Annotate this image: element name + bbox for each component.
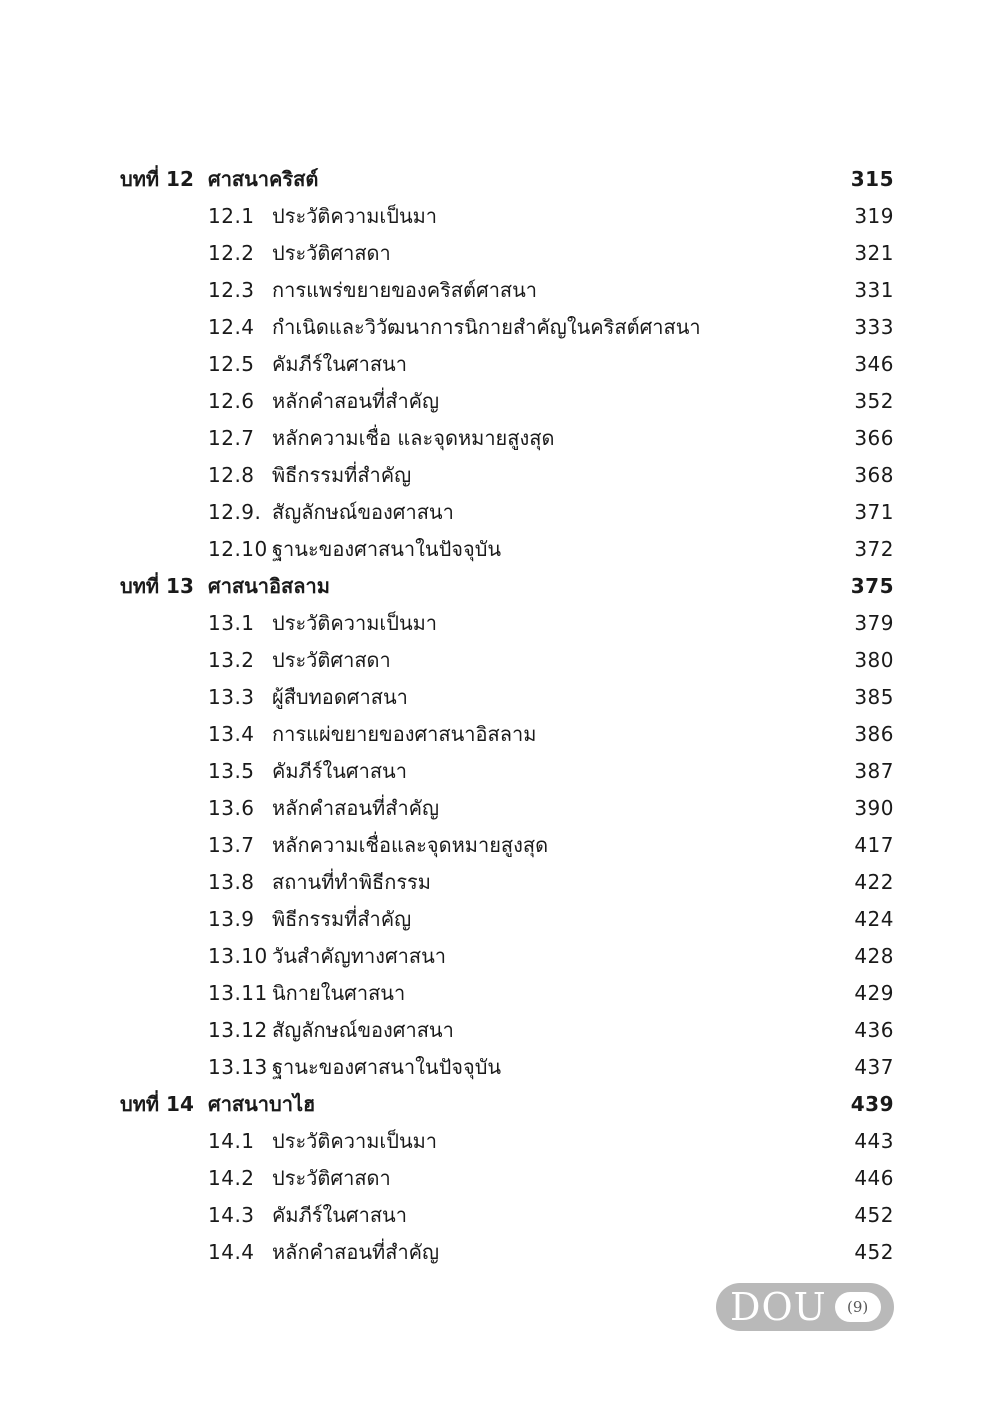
- section-number: 13.1: [208, 611, 255, 635]
- toc-section-row[interactable]: [0, 1049, 1000, 1086]
- section-title: การแผ่ขยายของศาสนาอิสลาม: [272, 722, 537, 746]
- section-title: ผู้สืบทอดศาสนา: [272, 685, 408, 709]
- toc-section-row[interactable]: [0, 716, 1000, 753]
- section-page: 346: [854, 352, 894, 376]
- section-title: กำเนิดและวิวัฒนาการนิกายสำคัญในคริสต์ศาสนา: [272, 315, 701, 339]
- section-page: 422: [854, 870, 894, 894]
- section-title: สัญลักษณ์ของศาสนา: [272, 1018, 454, 1042]
- section-page: 386: [854, 722, 894, 746]
- section-title: ประวัติศาสดา: [272, 648, 391, 672]
- footer-page-badge: [716, 1283, 894, 1331]
- chapter-label: [120, 568, 194, 605]
- section-number: 13.5: [208, 759, 255, 783]
- section-page: 424: [854, 907, 894, 931]
- section-page: 366: [854, 426, 894, 450]
- toc-section-row[interactable]: [0, 198, 1000, 235]
- section-title: พิธีกรรมที่สำคัญ: [272, 463, 412, 487]
- section-title: หลักความเชื่อและจุดหมายสูงสุด: [272, 833, 549, 857]
- section-page: 352: [854, 389, 894, 413]
- section-number: 13.7: [208, 833, 255, 857]
- section-number: 12.2: [208, 241, 255, 265]
- section-number: 13.11: [208, 981, 268, 1005]
- chapter-number: 12: [166, 167, 194, 191]
- section-page: 385: [854, 685, 894, 709]
- section-number: 12.1: [208, 204, 255, 228]
- chapter-page: 315: [850, 167, 894, 191]
- chapter-page: 439: [850, 1092, 894, 1116]
- section-title: การแพร่ขยายของคริสต์ศาสนา: [272, 278, 538, 302]
- section-number: 12.7: [208, 426, 255, 450]
- toc-section-row[interactable]: [0, 938, 1000, 975]
- toc-section-row[interactable]: [0, 1123, 1000, 1160]
- section-page: 390: [854, 796, 894, 820]
- section-page: 379: [854, 611, 894, 635]
- toc-section-row[interactable]: [0, 420, 1000, 457]
- toc-section-row[interactable]: [0, 235, 1000, 272]
- section-number: 14.4: [208, 1240, 255, 1264]
- chapter-word: บทที่: [120, 1092, 160, 1116]
- toc-chapter-row[interactable]: [0, 161, 1000, 198]
- chapter-title: ศาสนาบาไฮ: [208, 1092, 316, 1116]
- section-title: ประวัติความเป็นมา: [272, 1129, 438, 1153]
- section-page: 331: [854, 278, 894, 302]
- section-number: 14.2: [208, 1166, 255, 1190]
- toc-section-row[interactable]: [0, 383, 1000, 420]
- toc-section-row[interactable]: [0, 1160, 1000, 1197]
- section-number: 12.4: [208, 315, 255, 339]
- toc-section-row[interactable]: [0, 531, 1000, 568]
- chapter-title: ศาสนาอิสลาม: [208, 574, 330, 598]
- section-title: สัญลักษณ์ของศาสนา: [272, 500, 454, 524]
- toc-section-row[interactable]: [0, 1012, 1000, 1049]
- section-page: 429: [854, 981, 894, 1005]
- section-page: 319: [854, 204, 894, 228]
- section-page: 443: [854, 1129, 894, 1153]
- section-number: 13.4: [208, 722, 255, 746]
- section-page: 371: [854, 500, 894, 524]
- toc-section-row[interactable]: [0, 309, 1000, 346]
- section-page: 452: [854, 1203, 894, 1227]
- section-number: 13.6: [208, 796, 255, 820]
- section-title: หลักคำสอนที่สำคัญ: [272, 1240, 440, 1264]
- section-page: 452: [854, 1240, 894, 1264]
- chapter-word: บทที่: [120, 167, 160, 191]
- chapter-page: 375: [850, 574, 894, 598]
- section-number: 13.13: [208, 1055, 268, 1079]
- section-page: 321: [854, 241, 894, 265]
- toc-section-row[interactable]: [0, 753, 1000, 790]
- chapter-number: 14: [166, 1092, 194, 1116]
- page-number: (9): [835, 1292, 881, 1322]
- section-title: หลักความเชื่อ และจุดหมายสูงสุด: [272, 426, 555, 450]
- toc-section-row[interactable]: [0, 1234, 1000, 1271]
- section-title: ประวัติศาสดา: [272, 241, 391, 265]
- section-title: หลักคำสอนที่สำคัญ: [272, 796, 440, 820]
- section-title: ประวัติความเป็นมา: [272, 611, 438, 635]
- section-title: คัมภีร์ในศาสนา: [272, 352, 407, 376]
- section-title: ประวัติความเป็นมา: [272, 204, 438, 228]
- section-title: ฐานะของศาสนาในปัจจุบัน: [272, 1055, 502, 1079]
- chapter-label: [120, 161, 194, 198]
- toc-section-row[interactable]: [0, 864, 1000, 901]
- toc-section-row[interactable]: [0, 679, 1000, 716]
- section-number: 12.10: [208, 537, 268, 561]
- section-page: 387: [854, 759, 894, 783]
- chapter-title: ศาสนาคริสต์: [208, 167, 319, 191]
- section-page: 436: [854, 1018, 894, 1042]
- toc-section-row[interactable]: [0, 975, 1000, 1012]
- toc-chapter-row[interactable]: [0, 568, 1000, 605]
- section-number: 13.3: [208, 685, 255, 709]
- section-title: พิธีกรรมที่สำคัญ: [272, 907, 412, 931]
- section-number: 12.8: [208, 463, 255, 487]
- chapter-label: [120, 1086, 194, 1123]
- section-title: วันสำคัญทางศาสนา: [272, 944, 446, 968]
- section-page: 437: [854, 1055, 894, 1079]
- toc-section-row[interactable]: [0, 457, 1000, 494]
- section-number: 12.3: [208, 278, 255, 302]
- section-number: 14.3: [208, 1203, 255, 1227]
- toc-section-row[interactable]: [0, 827, 1000, 864]
- section-title: ประวัติศาสดา: [272, 1166, 391, 1190]
- section-page: 446: [854, 1166, 894, 1190]
- toc-section-row[interactable]: [0, 494, 1000, 531]
- toc-section-row[interactable]: [0, 605, 1000, 642]
- toc-chapter-row[interactable]: [0, 1086, 1000, 1123]
- section-page: 372: [854, 537, 894, 561]
- section-number: 13.9: [208, 907, 255, 931]
- section-number: 12.9.: [208, 500, 262, 524]
- toc-section-row[interactable]: [0, 642, 1000, 679]
- toc-section-row[interactable]: [0, 790, 1000, 827]
- section-title: คัมภีร์ในศาสนา: [272, 1203, 407, 1227]
- section-title: สถานที่ทำพิธีกรรม: [272, 870, 431, 894]
- section-number: 12.5: [208, 352, 255, 376]
- section-page: 368: [854, 463, 894, 487]
- toc-section-row[interactable]: [0, 272, 1000, 309]
- toc-section-row[interactable]: [0, 1197, 1000, 1234]
- section-page: 333: [854, 315, 894, 339]
- section-page: 417: [854, 833, 894, 857]
- section-number: 12.6: [208, 389, 255, 413]
- section-number: 13.10: [208, 944, 268, 968]
- section-page: 428: [854, 944, 894, 968]
- section-title: นิกายในศาสนา: [272, 981, 406, 1005]
- section-number: 13.2: [208, 648, 255, 672]
- section-number: 14.1: [208, 1129, 255, 1153]
- section-page: 380: [854, 648, 894, 672]
- section-title: หลักคำสอนที่สำคัญ: [272, 389, 440, 413]
- chapter-word: บทที่: [120, 574, 160, 598]
- section-title: ฐานะของศาสนาในปัจจุบัน: [272, 537, 502, 561]
- section-title: คัมภีร์ในศาสนา: [272, 759, 407, 783]
- dou-logo: DOU: [730, 1285, 827, 1329]
- toc-section-row[interactable]: [0, 346, 1000, 383]
- chapter-number: 13: [166, 574, 194, 598]
- toc-section-row[interactable]: [0, 901, 1000, 938]
- section-number: 13.8: [208, 870, 255, 894]
- table-of-contents: [0, 161, 1000, 1271]
- section-number: 13.12: [208, 1018, 268, 1042]
